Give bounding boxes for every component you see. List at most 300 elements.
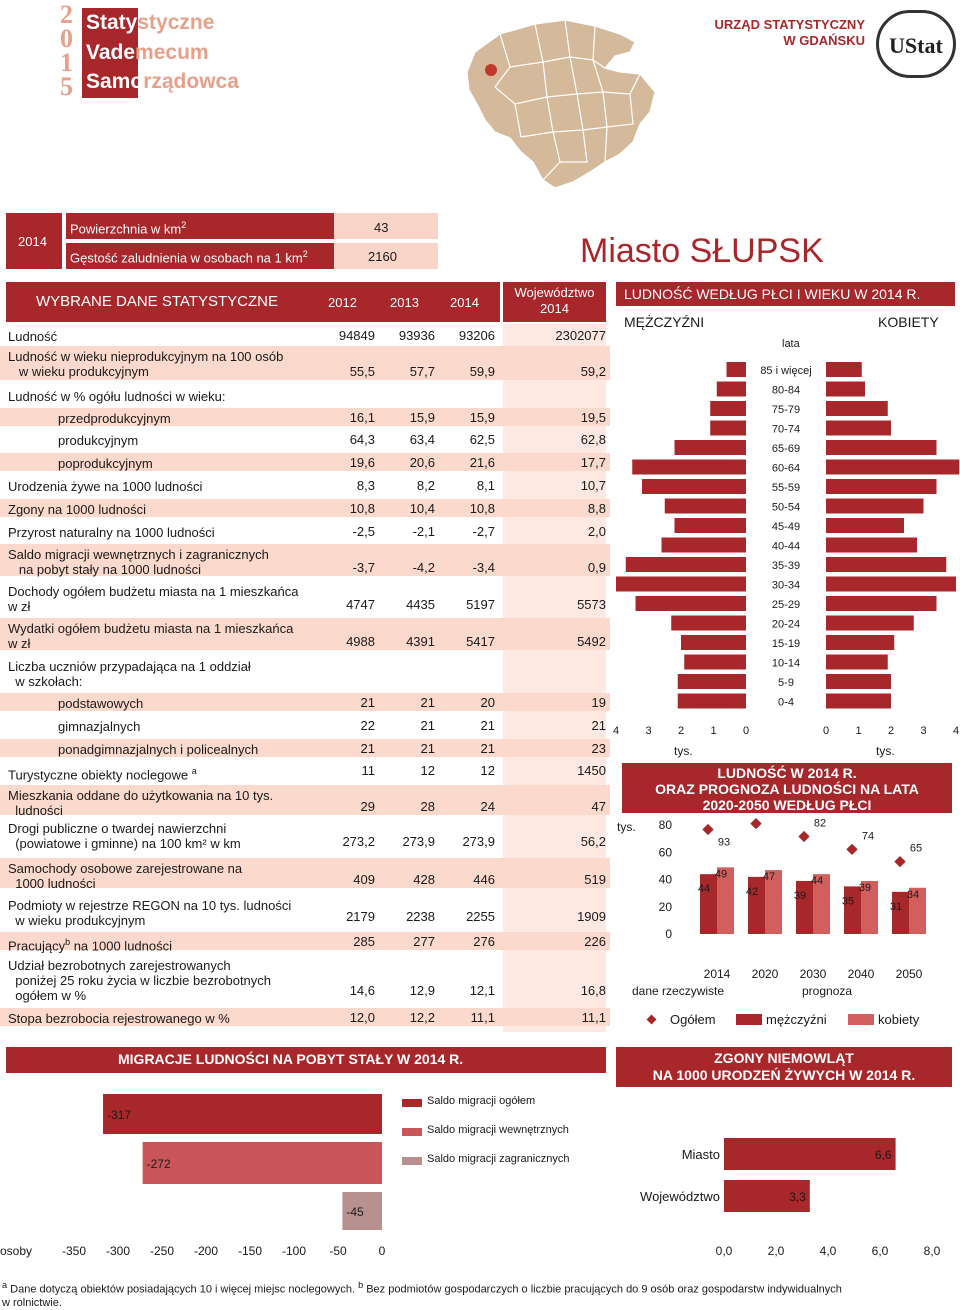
row-value: 446 — [473, 872, 495, 887]
forecast-data-label: 44 — [697, 883, 711, 896]
density-label-sup: 2 — [302, 249, 308, 259]
table-row — [0, 693, 610, 711]
pyramid-age-label: 80-84 — [771, 384, 801, 397]
pyramid-tick: 0 — [822, 725, 830, 737]
row-value: 57,7 — [409, 364, 435, 379]
table-row — [0, 1008, 610, 1026]
area-label-sup: 2 — [181, 220, 187, 230]
forecast-data-label: 31 — [889, 900, 903, 913]
pyramid-bar-women — [826, 518, 904, 533]
row-value: 28 — [420, 799, 435, 814]
pyramid-age-label: 20-24 — [771, 618, 801, 631]
logo-word — [86, 67, 239, 96]
row-value: 24 — [480, 799, 495, 814]
row-value: 16,1 — [349, 410, 375, 425]
row-label-line: Urodzenia żywe na 1000 ludności — [8, 479, 203, 494]
pyramid-age-label: 75-79 — [771, 404, 801, 416]
pyramid-bar-men — [675, 440, 747, 455]
row-label — [8, 1011, 230, 1026]
row-label-line: ponadgimnazjalnych i policealnych — [58, 742, 259, 757]
row-value: 5417 — [466, 634, 495, 649]
table-row — [0, 453, 610, 471]
logo-word-bold: Samo — [86, 70, 144, 93]
row-value: 21 — [480, 718, 495, 733]
area-year: 2014 — [18, 234, 47, 249]
row-label-line: w wieku produkcyjnym — [8, 913, 146, 928]
stats-col-region-name: Województwo — [514, 285, 595, 300]
infant-data-label: 3,3 — [789, 1190, 806, 1204]
row-value: 273,9 — [462, 834, 495, 849]
row-label-line: (powiatowe i gminne) na 100 km² w km — [8, 836, 241, 851]
legend-swatch — [736, 1014, 762, 1025]
row-label-line: Przyrost naturalny na 1000 ludności — [8, 525, 215, 540]
row-label-line: Samochody osobowe zarejestrowane na — [8, 861, 243, 876]
pyramid-title: LUDNOŚĆ WEDŁUG PŁCI I WIEKU W 2014 R. — [624, 286, 921, 302]
migration-tick: -250 — [149, 1244, 175, 1258]
migration-title: MIGRACJE LUDNOŚCI NA POBYT STAŁY W 2014 R. — [118, 1051, 464, 1067]
row-value: 19 — [591, 695, 606, 710]
pyramid-age-label: 55-59 — [771, 482, 801, 494]
legend-diamond-icon — [647, 1015, 657, 1025]
row-value: 285 — [353, 934, 375, 949]
pyramid-age-label: 85 i więcej — [760, 365, 812, 377]
forecast-year-label: 2030 — [799, 967, 827, 981]
row-label — [8, 659, 251, 689]
row-label-line: Drogi publiczne o twardej nawierzchni — [8, 821, 227, 836]
row-value: 428 — [413, 872, 435, 887]
infant-tick: 2,0 — [767, 1244, 785, 1258]
migration-tick: 0 — [378, 1244, 386, 1258]
density-label-text: Gęstość zaludnienia w osobach na 1 km — [70, 250, 303, 266]
row-value: 21 — [420, 695, 435, 710]
stats-col-2014: 2014 — [450, 295, 479, 310]
pyramid-bar-women — [826, 655, 888, 670]
pyramid-bar-women — [826, 635, 894, 650]
region-map — [455, 12, 665, 190]
pyramid-age-label: 70-74 — [771, 423, 801, 436]
forecast-tick: 40 — [658, 872, 672, 887]
forecast-data-label: 39 — [858, 881, 872, 894]
office-name — [690, 17, 865, 49]
migration-chart — [0, 1078, 400, 1268]
table-row — [0, 408, 610, 426]
table-row — [0, 618, 610, 650]
logo-word-bold: Staty — [86, 11, 138, 34]
forecast-title-line: LUDNOŚĆ W 2014 R. — [717, 765, 857, 781]
forecast-total-label: 93 — [717, 836, 731, 849]
legend-label: Saldo migracji ogółem — [427, 1095, 536, 1107]
row-label-line: Turystyczne obiekty noclegowe $^a$ — [8, 766, 197, 783]
pyramid-bar-men — [616, 577, 746, 592]
row-label — [8, 898, 291, 928]
stats-col-region-year: 2014 — [540, 301, 569, 316]
row-value: 20,6 — [409, 455, 435, 470]
forecast-data-label: 47 — [762, 871, 776, 884]
row-label — [8, 584, 299, 614]
row-value: 4391 — [406, 634, 435, 649]
pyramid-bar-women — [826, 499, 924, 514]
row-value: 2,0 — [587, 524, 606, 539]
row-label — [8, 329, 57, 344]
migration-tick: -150 — [237, 1244, 263, 1258]
infant-tick: 0,0 — [715, 1244, 733, 1258]
table-row — [0, 716, 610, 734]
row-label-line: w zł — [8, 636, 31, 651]
legend-label: Ogółem — [670, 1012, 716, 1027]
table-row — [0, 476, 610, 494]
pyramid-tick: 3 — [920, 725, 927, 737]
row-value: 8,2 — [416, 478, 435, 493]
row-value: 59,9 — [469, 364, 495, 379]
stats-col-2012: 2012 — [328, 295, 357, 310]
footnote — [2, 1279, 952, 1310]
row-label-line: ludności — [8, 803, 63, 818]
migration-bar — [143, 1142, 382, 1184]
row-label-line: Mieszkania oddane do użytkowania na 10 tys. — [8, 788, 274, 803]
row-value: -3,4 — [472, 560, 495, 575]
table-row — [0, 656, 610, 688]
forecast-tick: 20 — [658, 899, 672, 914]
row-label-line: Ludność w % ogółu ludności w wieku: — [8, 389, 226, 404]
office-line: W GDAŃSKU — [783, 33, 865, 48]
row-label — [8, 935, 172, 953]
pyramid-bar-men — [626, 557, 746, 572]
pyramid-bar-women — [826, 362, 862, 377]
pyramid-tick: 3 — [645, 725, 652, 737]
row-value: 64,3 — [349, 432, 375, 447]
row-label — [8, 349, 283, 379]
pyramid-age-label: 0-4 — [778, 696, 794, 709]
row-label-line: w szkołach: — [8, 674, 83, 689]
row-label-sup: b — [65, 937, 71, 947]
logo-year-digit: 5 — [60, 72, 73, 101]
row-value: 1450 — [577, 763, 606, 778]
density-value: 2160 — [368, 249, 397, 264]
row-label — [58, 411, 171, 426]
ustat-logo-text: UStat — [889, 33, 943, 58]
migration-tick: -350 — [61, 1244, 87, 1258]
row-value: 21 — [360, 741, 375, 756]
forecast-total-label: 65 — [909, 842, 923, 855]
stats-col-2013: 2013 — [390, 295, 419, 310]
row-value: 519 — [584, 872, 606, 887]
row-value: 8,3 — [356, 478, 375, 493]
row-value: 21 — [360, 695, 375, 710]
row-label-line: przedprodukcyjnym — [58, 411, 171, 426]
logo-year-digit: 0 — [60, 24, 73, 53]
row-value: 5197 — [466, 597, 495, 612]
row-value: 409 — [353, 872, 375, 887]
footnote-text: Bez podmiotów gospodarczych o liczbie pracujących do 9 osób oraz gospodarstw indywidualnych — [363, 1283, 842, 1296]
pyramid-bar-women — [826, 382, 865, 397]
row-label-line: Stopa bezrobocia rejestrowanego w % — [8, 1011, 230, 1026]
forecast-real-label: dane rzeczywiste — [632, 984, 725, 998]
pyramid-age-label: 65-69 — [771, 443, 801, 455]
row-value: 23 — [591, 741, 606, 756]
row-value: 2238 — [406, 909, 435, 924]
row-value: -3,7 — [352, 560, 375, 575]
row-value: 10,8 — [349, 501, 375, 516]
migration-data-label: -45 — [346, 1205, 364, 1219]
forecast-title-line: 2020-2050 WEDŁUG PŁCI — [702, 797, 872, 813]
pyramid-age-label: 15-19 — [771, 638, 801, 650]
pyramid-bar-men — [710, 421, 746, 436]
row-label — [8, 958, 271, 1003]
pyramid-age-label: 45-49 — [771, 521, 801, 533]
row-label — [8, 788, 273, 818]
forecast-year-label: 2020 — [751, 967, 779, 981]
pyramid-bar-women — [826, 440, 937, 455]
infant-data-label: 6,6 — [874, 1148, 892, 1162]
row-value: 277 — [413, 934, 435, 949]
table-row — [0, 430, 610, 448]
table-row — [0, 858, 610, 891]
row-value: 15,9 — [409, 410, 435, 425]
row-value: 21 — [480, 741, 495, 756]
pyramid-bar-women — [826, 401, 888, 416]
footnote-mark: b — [358, 1280, 364, 1290]
row-label-line: 1000 ludności — [8, 876, 96, 891]
table-row — [0, 386, 610, 404]
row-value: 21,6 — [469, 455, 495, 470]
migration-tick: -100 — [281, 1244, 307, 1258]
row-label-line: w wieku produkcyjnym — [8, 364, 149, 379]
row-value: 12,9 — [409, 983, 435, 998]
table-row — [0, 326, 610, 344]
row-value: 12 — [480, 763, 495, 778]
pyramid-tick: 2 — [887, 725, 895, 737]
row-label — [58, 719, 140, 734]
table-row — [0, 895, 610, 928]
row-value: -2,1 — [412, 524, 435, 539]
pyramid-bar-men — [727, 362, 747, 377]
forecast-total-label: 82 — [813, 817, 827, 830]
area-label-text: Powierzchnia w km — [70, 221, 182, 237]
table-row — [0, 581, 610, 613]
row-value: -4,2 — [412, 560, 435, 575]
legend-label: Saldo migracji zagranicznych — [427, 1153, 570, 1165]
row-value: 19,5 — [580, 410, 606, 425]
forecast-tick: 0 — [665, 927, 672, 941]
infant-tick: 4,0 — [819, 1244, 837, 1258]
migration-data-label: -317 — [107, 1108, 132, 1122]
row-value: 14,6 — [349, 983, 375, 998]
legend-swatch — [402, 1099, 422, 1107]
row-value: 226 — [584, 934, 606, 949]
pyramid-bar-women — [826, 596, 937, 611]
row-label-line: w zł — [8, 599, 31, 614]
pyramid-age-label: 40-44 — [771, 540, 801, 553]
row-label-line: Ludność w wieku nieprodukcyjnym na 100 osób — [8, 349, 284, 364]
row-label-line: Pracujący$^b$ na 1000 ludności — [8, 937, 173, 954]
row-value: 63,4 — [409, 432, 435, 447]
table-row — [0, 761, 610, 783]
infant-title-box — [616, 1047, 952, 1087]
row-value: 20 — [480, 695, 495, 710]
pyramid-bar-men — [632, 460, 746, 475]
forecast-data-label: 49 — [714, 868, 728, 881]
row-label-sup: a — [191, 766, 197, 776]
row-value: 22 — [360, 718, 375, 733]
forecast-total-label — [766, 816, 778, 817]
pyramid-age-label: 50-54 — [771, 501, 801, 514]
row-label-line: Dochody ogółem budżetu miasta na 1 mieszkańca — [8, 584, 299, 599]
infant-bar — [724, 1138, 896, 1170]
forecast-forecast-label: prognoza — [802, 984, 853, 998]
pyramid-unit-right: tys. — [876, 744, 895, 758]
forecast-data-label: 39 — [793, 889, 807, 902]
pyramid-bar-women — [826, 557, 946, 572]
table-row — [0, 544, 610, 576]
pyramid-age-label: 5-9 — [778, 677, 794, 689]
pyramid-tick: 4 — [952, 725, 960, 737]
row-value: 12 — [420, 763, 435, 778]
row-value: 21 — [591, 718, 606, 733]
pyramid-men-label: MĘŻCZYŹNI — [624, 314, 705, 330]
row-value: 8,8 — [587, 501, 606, 516]
legend-swatch — [402, 1157, 422, 1165]
logo-word-rest: mecum — [135, 41, 209, 64]
row-value: 2179 — [346, 909, 375, 924]
row-value: 93206 — [458, 328, 495, 343]
forecast-bar-men — [793, 881, 813, 934]
city-location-marker — [485, 64, 497, 76]
pyramid-tick: 1 — [855, 725, 862, 737]
row-value: 55,5 — [349, 364, 375, 379]
row-label — [58, 742, 258, 757]
row-value: 2255 — [466, 909, 495, 924]
migration-tick: -200 — [193, 1244, 219, 1258]
forecast-total-marker — [798, 831, 809, 842]
legend-swatch — [402, 1128, 422, 1136]
row-label — [8, 389, 226, 404]
infant-deaths-chart — [620, 1120, 960, 1270]
row-value: 11,1 — [470, 1010, 495, 1025]
row-value: 0,9 — [587, 560, 606, 575]
pyramid-unit-left: tys. — [674, 744, 693, 758]
row-label-line: Liczba uczniów przypadająca na 1 oddział — [8, 659, 251, 674]
pyramid-age-label: 35-39 — [771, 560, 801, 572]
row-label — [8, 502, 146, 517]
row-label — [8, 547, 269, 577]
pyramid-bar-women — [826, 616, 914, 631]
table-row — [0, 932, 610, 954]
row-value: 11 — [361, 763, 375, 778]
row-label — [58, 456, 153, 471]
pyramid-bar-women — [826, 421, 891, 436]
migration-data-label: -272 — [146, 1157, 171, 1171]
row-label — [8, 861, 242, 891]
city-title: Miasto SŁUPSK — [580, 232, 824, 270]
pyramid-bar-men — [642, 479, 746, 494]
forecast-legend — [640, 1012, 960, 1030]
forecast-tick: 60 — [658, 845, 672, 860]
row-value: 15,9 — [469, 410, 495, 425]
row-value: 16,8 — [580, 983, 606, 998]
ustat-logo — [876, 10, 956, 78]
legend-label: kobiety — [878, 1012, 920, 1027]
pyramid-bar-women — [826, 674, 891, 689]
row-value: 62,5 — [469, 432, 495, 447]
row-label-line: podstawowych — [58, 696, 144, 711]
forecast-data-label: 34 — [906, 888, 920, 901]
row-value: 10,8 — [469, 501, 495, 516]
forecast-total-marker — [846, 844, 857, 855]
forecast-tick: 80 — [658, 818, 672, 833]
row-value: -2,5 — [352, 524, 375, 539]
migration-axis-label: osoby — [0, 1244, 33, 1258]
legend-swatch — [848, 1014, 874, 1025]
table-row — [0, 522, 610, 540]
pyramid-tick: 4 — [612, 725, 620, 737]
pyramid-age-label: 30-34 — [771, 579, 801, 592]
row-value: 276 — [473, 934, 495, 949]
pyramid-tick: 2 — [677, 725, 685, 737]
row-label — [8, 621, 293, 651]
pyramid-bar-men — [717, 382, 746, 397]
logo-word — [86, 38, 209, 67]
area-box — [6, 213, 438, 269]
population-pyramid-chart — [612, 350, 960, 760]
row-label-line: na pobyt stały na 1000 ludności — [8, 562, 201, 577]
pyramid-bar-men — [681, 635, 746, 650]
footnote-text: Dane dotyczą obiektów posiadających 10 i więcej miejsc noclegowych. — [7, 1283, 359, 1296]
row-label-line: produkcyjnym — [58, 433, 139, 448]
pyramid-women-label: KOBIETY — [878, 314, 939, 330]
row-value: 4435 — [406, 597, 435, 612]
forecast-data-label: 35 — [841, 895, 855, 908]
row-label-line: Podmioty w rejestrze REGON na 10 tys. ludności — [8, 898, 292, 913]
table-row — [0, 955, 610, 1003]
row-value: 12,2 — [409, 1010, 435, 1025]
row-value: 12,1 — [469, 983, 495, 998]
row-value: 4747 — [346, 597, 375, 612]
row-value: 21 — [420, 741, 435, 756]
forecast-title-line: ORAZ PROGNOZA LUDNOŚCI NA LATA — [655, 781, 919, 797]
pyramid-bar-men — [671, 616, 746, 631]
row-label-line: Wydatki ogółem budżetu miasta na 1 mieszkańca — [8, 621, 294, 636]
pyramid-age-label: 25-29 — [771, 599, 801, 611]
row-label-line: Ludność — [8, 329, 58, 344]
forecast-unit: tys. — [617, 820, 636, 834]
table-row — [0, 346, 610, 380]
migration-tick: -50 — [329, 1244, 347, 1258]
pyramid-tick: 1 — [710, 725, 717, 737]
logo-word — [86, 8, 214, 37]
logo-year-digit: 1 — [60, 48, 73, 77]
row-label-line: Udział bezrobotnych zarejestrowanych — [8, 958, 231, 973]
stats-table-title: WYBRANE DANE STATYSTYCZNE — [36, 293, 278, 310]
office-line: URZĄD STATYSTYCZNY — [714, 17, 865, 32]
row-value: 10,7 — [580, 478, 606, 493]
table-row — [0, 499, 610, 517]
row-value: 47 — [591, 799, 606, 814]
pyramid-bar-men — [684, 655, 746, 670]
pyramid-bar-men — [675, 518, 747, 533]
table-row — [0, 785, 610, 818]
forecast-title-box — [622, 763, 952, 813]
footnote-mark: a — [2, 1280, 8, 1290]
stats-col-region — [503, 282, 606, 322]
infant-category-label: Województwo — [640, 1189, 720, 1204]
row-label-line: gimnazjalnych — [58, 719, 141, 734]
pyramid-bar-men — [665, 499, 746, 514]
row-value: 10,4 — [409, 501, 435, 516]
table-row — [0, 739, 610, 757]
row-label-tail: na 1000 ludności — [70, 938, 173, 954]
row-value: 273,9 — [402, 834, 435, 849]
forecast-data-label: 44 — [810, 875, 824, 888]
